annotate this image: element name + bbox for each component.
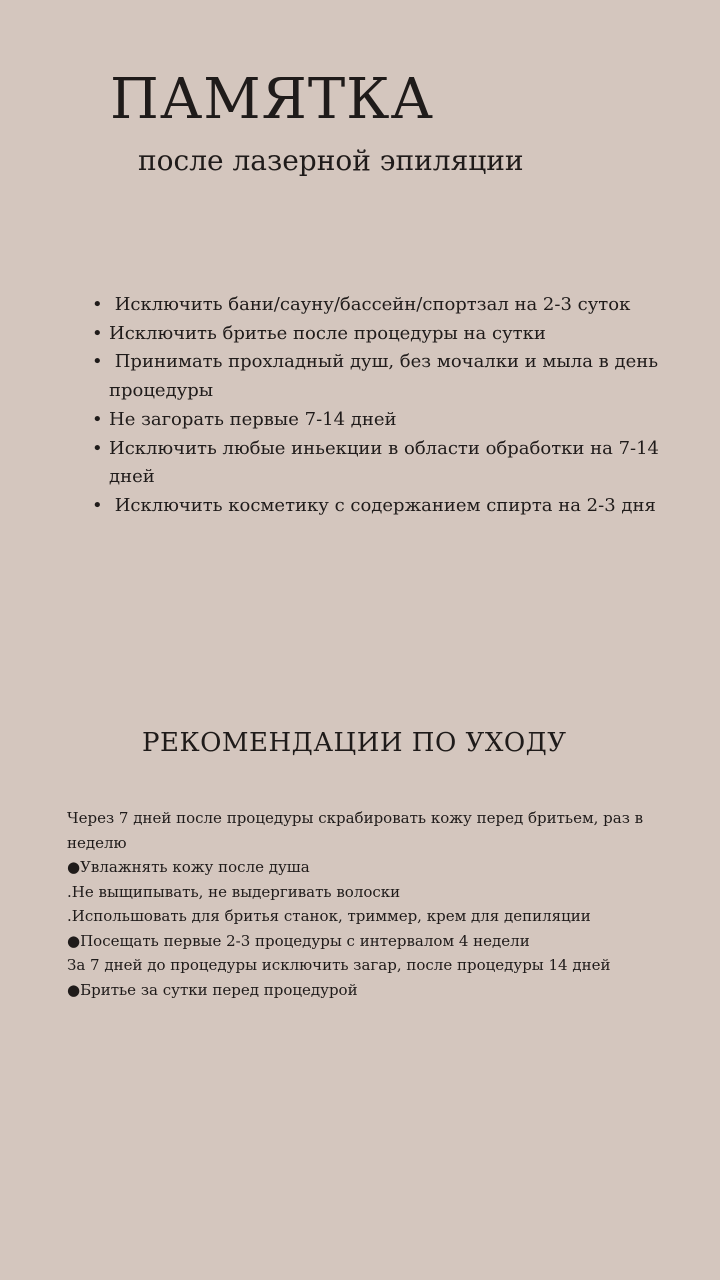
page-subtitle: после лазерной эпиляции [138, 144, 524, 177]
recommendations-title: РЕКОМЕНДАЦИИ ПО УХОДУ [142, 728, 567, 758]
recommendation-item: ●Увлажнять кожу после душа [67, 858, 310, 876]
bullet-icon: • [92, 294, 103, 315]
recommendation-item: Через 7 дней после процедуры скрабировать кожу перед бритьем, раз в неделю [67, 809, 648, 852]
rules-list [85, 291, 675, 521]
recommendations-list [67, 806, 657, 1002]
recommendation-item: ●Посещать первые 2-3 процедуры с интервалом 4 недели [67, 931, 530, 950]
list-item [85, 320, 675, 349]
list-item [85, 348, 675, 405]
recommendation-item: ●Бритье за сутки перед процедурой [67, 980, 358, 999]
recommendation-item: .Не выщипывать, не выдергивать волоски [67, 882, 401, 901]
list-item-text: Принимать прохладный душ, без мочалки и мыла в день процедуры [109, 351, 664, 402]
bullet-icon: • [92, 408, 103, 430]
list-item-text: Исключить любые иньекции в области обработки на 7-14 дней [109, 437, 665, 488]
list-item [85, 435, 675, 492]
list-item [85, 291, 675, 320]
bullet-icon: • [92, 351, 103, 373]
recommendation-item: За 7 дней до процедуры исключить загар, после процедуры 14 дней [67, 956, 611, 974]
list-item-text: Исключить бани/сауну/бассейн/спортзал на 2-3 суток [109, 294, 631, 315]
bullet-icon: • [92, 494, 103, 516]
list-item [85, 406, 675, 435]
list-item-text: Исключить бритье после процедуры на сутки [109, 322, 546, 344]
list-item-text: Исключить косметику с содержанием спирта на 2-3 дня [109, 494, 656, 516]
recommendation-item: .Испольшовать для бритья станок, триммер, крем для депиляции [67, 907, 591, 925]
page-title: ПАМЯТКА [110, 67, 434, 132]
bullet-icon: • [92, 322, 103, 344]
list-item [85, 492, 675, 521]
bullet-icon: • [92, 437, 103, 459]
list-item-text: Не загорать первые 7-14 дней [109, 408, 397, 430]
